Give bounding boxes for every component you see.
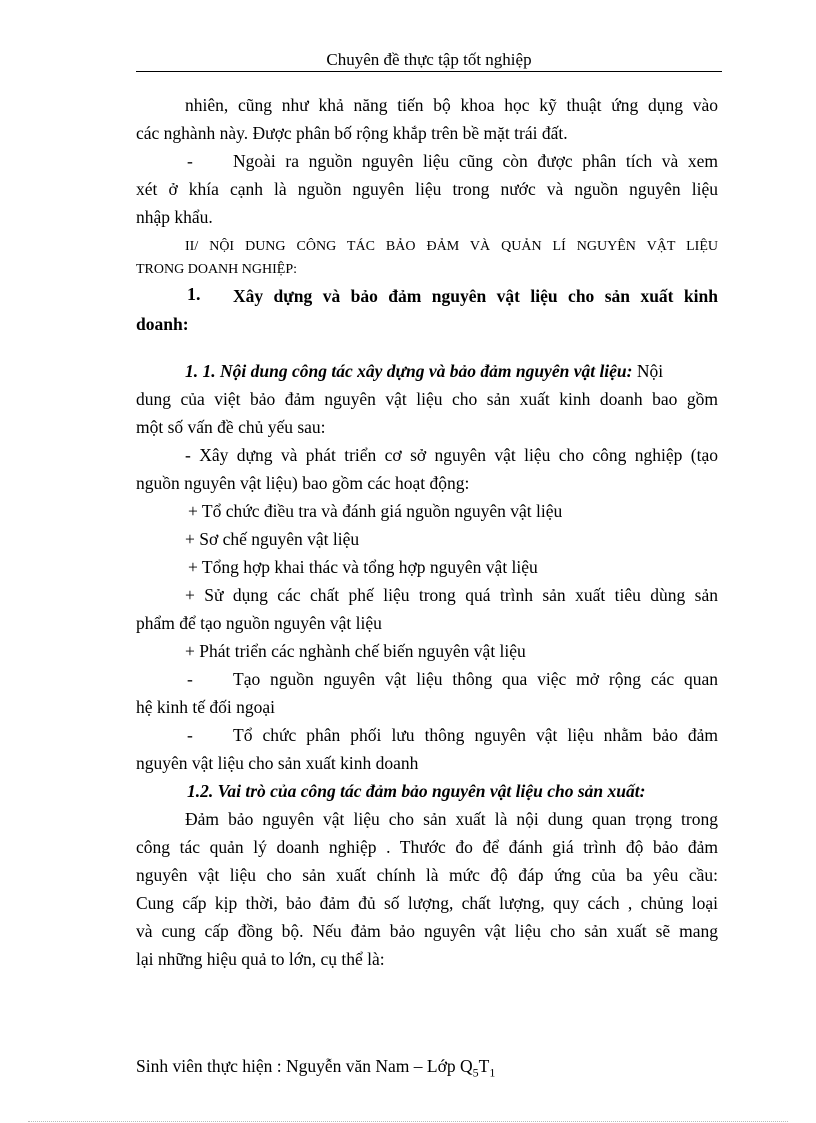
page-bottom-border: [28, 1121, 788, 1122]
paragraph-line: Ngoài ra nguồn nguyên liệu cũng còn được phân tích và xem: [233, 151, 718, 171]
paragraph-line: - Xây dựng và phát triển cơ sở nguyên vật liệu cho công nghiệp (tạo: [185, 445, 718, 465]
paragraph-line: và cung cấp đồng bộ. Nếu đảm bảo nguyên vật liệu cho sản xuất sẽ mang: [136, 921, 718, 941]
paragraph-line: nguyên vật liệu cho sản xuất chính là mức độ đáp ứng của ba yêu cầu:: [136, 865, 718, 885]
page-header: Chuyên đề thực tập tốt nghiệp: [326, 50, 532, 69]
dash-marker: -: [187, 151, 193, 171]
paragraph-line: nhập khẩu.: [136, 207, 213, 227]
paragraph-line: hệ kinh tế đối ngoại: [136, 697, 276, 717]
footer-text: T: [478, 1056, 490, 1076]
paragraph-line: công tác quản lý doanh nghiệp . Thước đo để đánh giá trình độ bảo đảm: [136, 837, 718, 857]
page-footer: [136, 1054, 495, 1085]
list-item: + Tổ chức điều tra và đánh giá nguồn nguyên vật liệu: [188, 501, 563, 521]
subheading-inline: 1. 1. Nội dung công tác xây dựng và bảo đảm nguyên vật liệu:: [185, 361, 633, 381]
paragraph-text: Nội: [632, 361, 664, 381]
paragraph-line: nguồn nguyên vật liệu) bao gồm các hoạt động:: [136, 473, 470, 493]
list-item: + Sử dụng các chất phế liệu trong quá trình sản xuất tiêu dùng sản: [185, 585, 718, 605]
footer-subscript: 1: [489, 1065, 496, 1080]
list-item: + Phát triển các nghành chế biến nguyên vật liệu: [185, 641, 526, 661]
paragraph-line: dung của việt bảo đảm nguyên vật liệu cho sản xuất kinh doanh bao gồm: [136, 389, 718, 409]
list-item: + Tổng hợp khai thác và tổng hợp nguyên vật liệu: [188, 557, 538, 577]
paragraph-line: một số vấn đề chủ yếu sau:: [136, 417, 326, 437]
header-rule: [136, 71, 722, 72]
paragraph-line: xét ở khía cạnh là nguồn nguyên liệu trong nước và nguồn nguyên liệu: [136, 179, 718, 199]
section-heading: II/ NỘI DUNG CÔNG TÁC BẢO ĐẢM VÀ QUẢN LÍ NGUYÊN VẬT LIỆU: [185, 239, 718, 254]
section-heading: TRONG DOANH NGHIỆP:: [136, 262, 297, 277]
paragraph-line: Tổ chức phân phối lưu thông nguyên vật liệu nhằm bảo đảm: [233, 725, 718, 745]
paragraph-line: Đảm bảo nguyên vật liệu cho sản xuất là nội dung quan trọng trong: [185, 809, 718, 829]
paragraph-line: Cung cấp kịp thời, bảo đảm đủ số lượng, chất lượng, quy cách , chủng loại: [136, 893, 718, 913]
paragraph-line: nguyên vật liệu cho sản xuất kinh doanh: [136, 753, 419, 773]
dash-marker: -: [187, 725, 193, 745]
dash-marker: -: [187, 669, 193, 689]
paragraph-line: các nghành này. Được phân bố rộng khắp trên bề mặt trái đất.: [136, 123, 568, 143]
footer-subscript: 5: [472, 1065, 479, 1080]
paragraph-line: lại những hiệu quả to lớn, cụ thể là:: [136, 949, 385, 969]
paragraph-line: phẩm để tạo nguồn nguyên vật liệu: [136, 613, 382, 633]
subsection-heading: 1.2. Vai trò của công tác đảm bảo nguyên vật liệu cho sản xuất:: [187, 781, 646, 801]
list-item: + Sơ chế nguyên vật liệu: [185, 529, 360, 549]
subsection-heading: Xây dựng và bảo đảm nguyên vật liệu cho sản xuất kinh: [233, 286, 718, 306]
footer-text: Sinh viên thực hiện : Nguyễn văn Nam – Lớp Q: [136, 1056, 473, 1076]
paragraph-line: nhiên, cũng như khả năng tiến bộ khoa học kỹ thuật ứng dụng vào: [185, 95, 718, 115]
paragraph-line: Tạo nguồn nguyên vật liệu thông qua việc mở rộng các quan: [233, 669, 718, 689]
paragraph-line: [185, 359, 718, 383]
heading-number: 1.: [187, 284, 201, 304]
subsection-heading: doanh:: [136, 314, 189, 334]
